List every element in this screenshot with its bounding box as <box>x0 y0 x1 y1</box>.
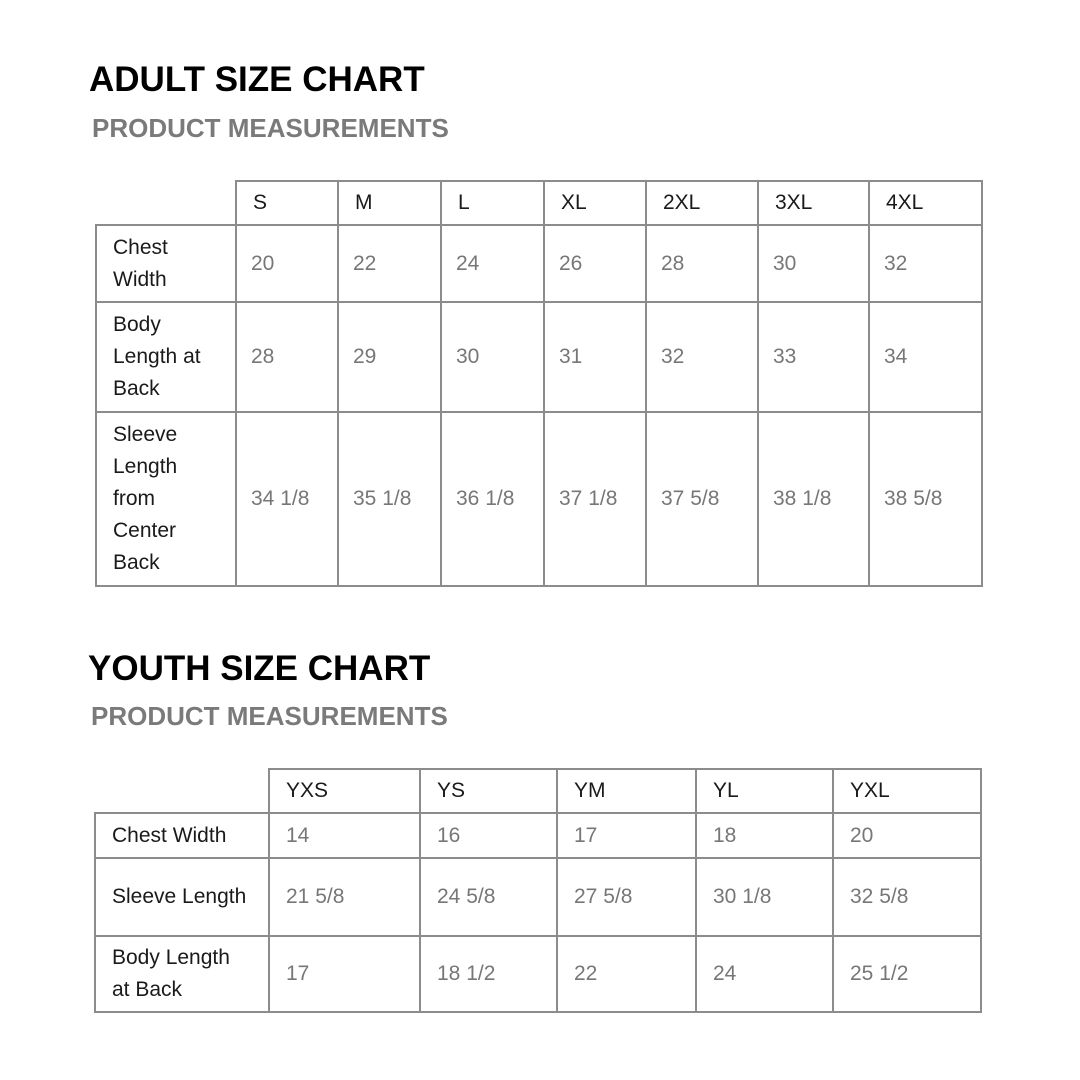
value-cell: 24 <box>696 936 833 1012</box>
value-cell: 32 <box>646 302 758 412</box>
size-header: L <box>441 181 544 225</box>
value-cell: 20 <box>236 225 338 302</box>
size-header: 3XL <box>758 181 869 225</box>
value-cell: 25 1/2 <box>833 936 981 1012</box>
value-cell: 16 <box>420 813 557 858</box>
adult-chart-subtitle: PRODUCT MEASUREMENTS <box>92 113 449 143</box>
value-cell: 22 <box>557 936 696 1012</box>
size-header: YXS <box>269 769 420 813</box>
value-cell: 27 5/8 <box>557 858 696 936</box>
value-cell: 26 <box>544 225 646 302</box>
value-cell: 29 <box>338 302 441 412</box>
size-header: YXL <box>833 769 981 813</box>
table-row <box>95 858 981 936</box>
size-header: 2XL <box>646 181 758 225</box>
value-cell: 38 5/8 <box>869 412 982 586</box>
corner-cell <box>95 769 269 813</box>
table-row <box>96 302 982 412</box>
value-cell: 38 1/8 <box>758 412 869 586</box>
value-cell: 14 <box>269 813 420 858</box>
size-header: 4XL <box>869 181 982 225</box>
value-cell: 21 5/8 <box>269 858 420 936</box>
value-cell: 32 <box>869 225 982 302</box>
table-row <box>96 412 982 586</box>
table-row <box>96 225 982 302</box>
value-cell: 33 <box>758 302 869 412</box>
size-header: YL <box>696 769 833 813</box>
value-cell: 20 <box>833 813 981 858</box>
size-header: S <box>236 181 338 225</box>
youth-chart-title: YOUTH SIZE CHART <box>88 649 431 688</box>
value-cell: 31 <box>544 302 646 412</box>
value-cell: 22 <box>338 225 441 302</box>
table-row <box>95 813 981 858</box>
value-cell: 30 1/8 <box>696 858 833 936</box>
value-cell: 28 <box>236 302 338 412</box>
youth-size-table <box>94 768 982 1013</box>
adult-size-table <box>95 180 983 587</box>
adult-header-row <box>96 181 982 225</box>
size-header: YM <box>557 769 696 813</box>
value-cell: 17 <box>269 936 420 1012</box>
row-label: Chest Width <box>96 225 236 302</box>
value-cell: 34 <box>869 302 982 412</box>
row-label: Sleeve Length from Center Back <box>96 412 236 586</box>
value-cell: 37 5/8 <box>646 412 758 586</box>
corner-cell <box>96 181 236 225</box>
size-header: YS <box>420 769 557 813</box>
value-cell: 32 5/8 <box>833 858 981 936</box>
value-cell: 30 <box>758 225 869 302</box>
value-cell: 17 <box>557 813 696 858</box>
value-cell: 18 1/2 <box>420 936 557 1012</box>
row-label: Sleeve Length <box>95 858 269 936</box>
value-cell: 37 1/8 <box>544 412 646 586</box>
value-cell: 30 <box>441 302 544 412</box>
adult-chart-title: ADULT SIZE CHART <box>89 60 425 99</box>
value-cell: 28 <box>646 225 758 302</box>
table-row <box>95 936 981 1012</box>
value-cell: 36 1/8 <box>441 412 544 586</box>
value-cell: 35 1/8 <box>338 412 441 586</box>
value-cell: 18 <box>696 813 833 858</box>
value-cell: 24 5/8 <box>420 858 557 936</box>
size-header: M <box>338 181 441 225</box>
row-label: Body Length at Back <box>95 936 269 1012</box>
youth-chart-subtitle: PRODUCT MEASUREMENTS <box>91 701 448 731</box>
value-cell: 34 1/8 <box>236 412 338 586</box>
row-label: Body Length at Back <box>96 302 236 412</box>
value-cell: 24 <box>441 225 544 302</box>
row-label: Chest Width <box>95 813 269 858</box>
youth-header-row <box>95 769 981 813</box>
size-header: XL <box>544 181 646 225</box>
